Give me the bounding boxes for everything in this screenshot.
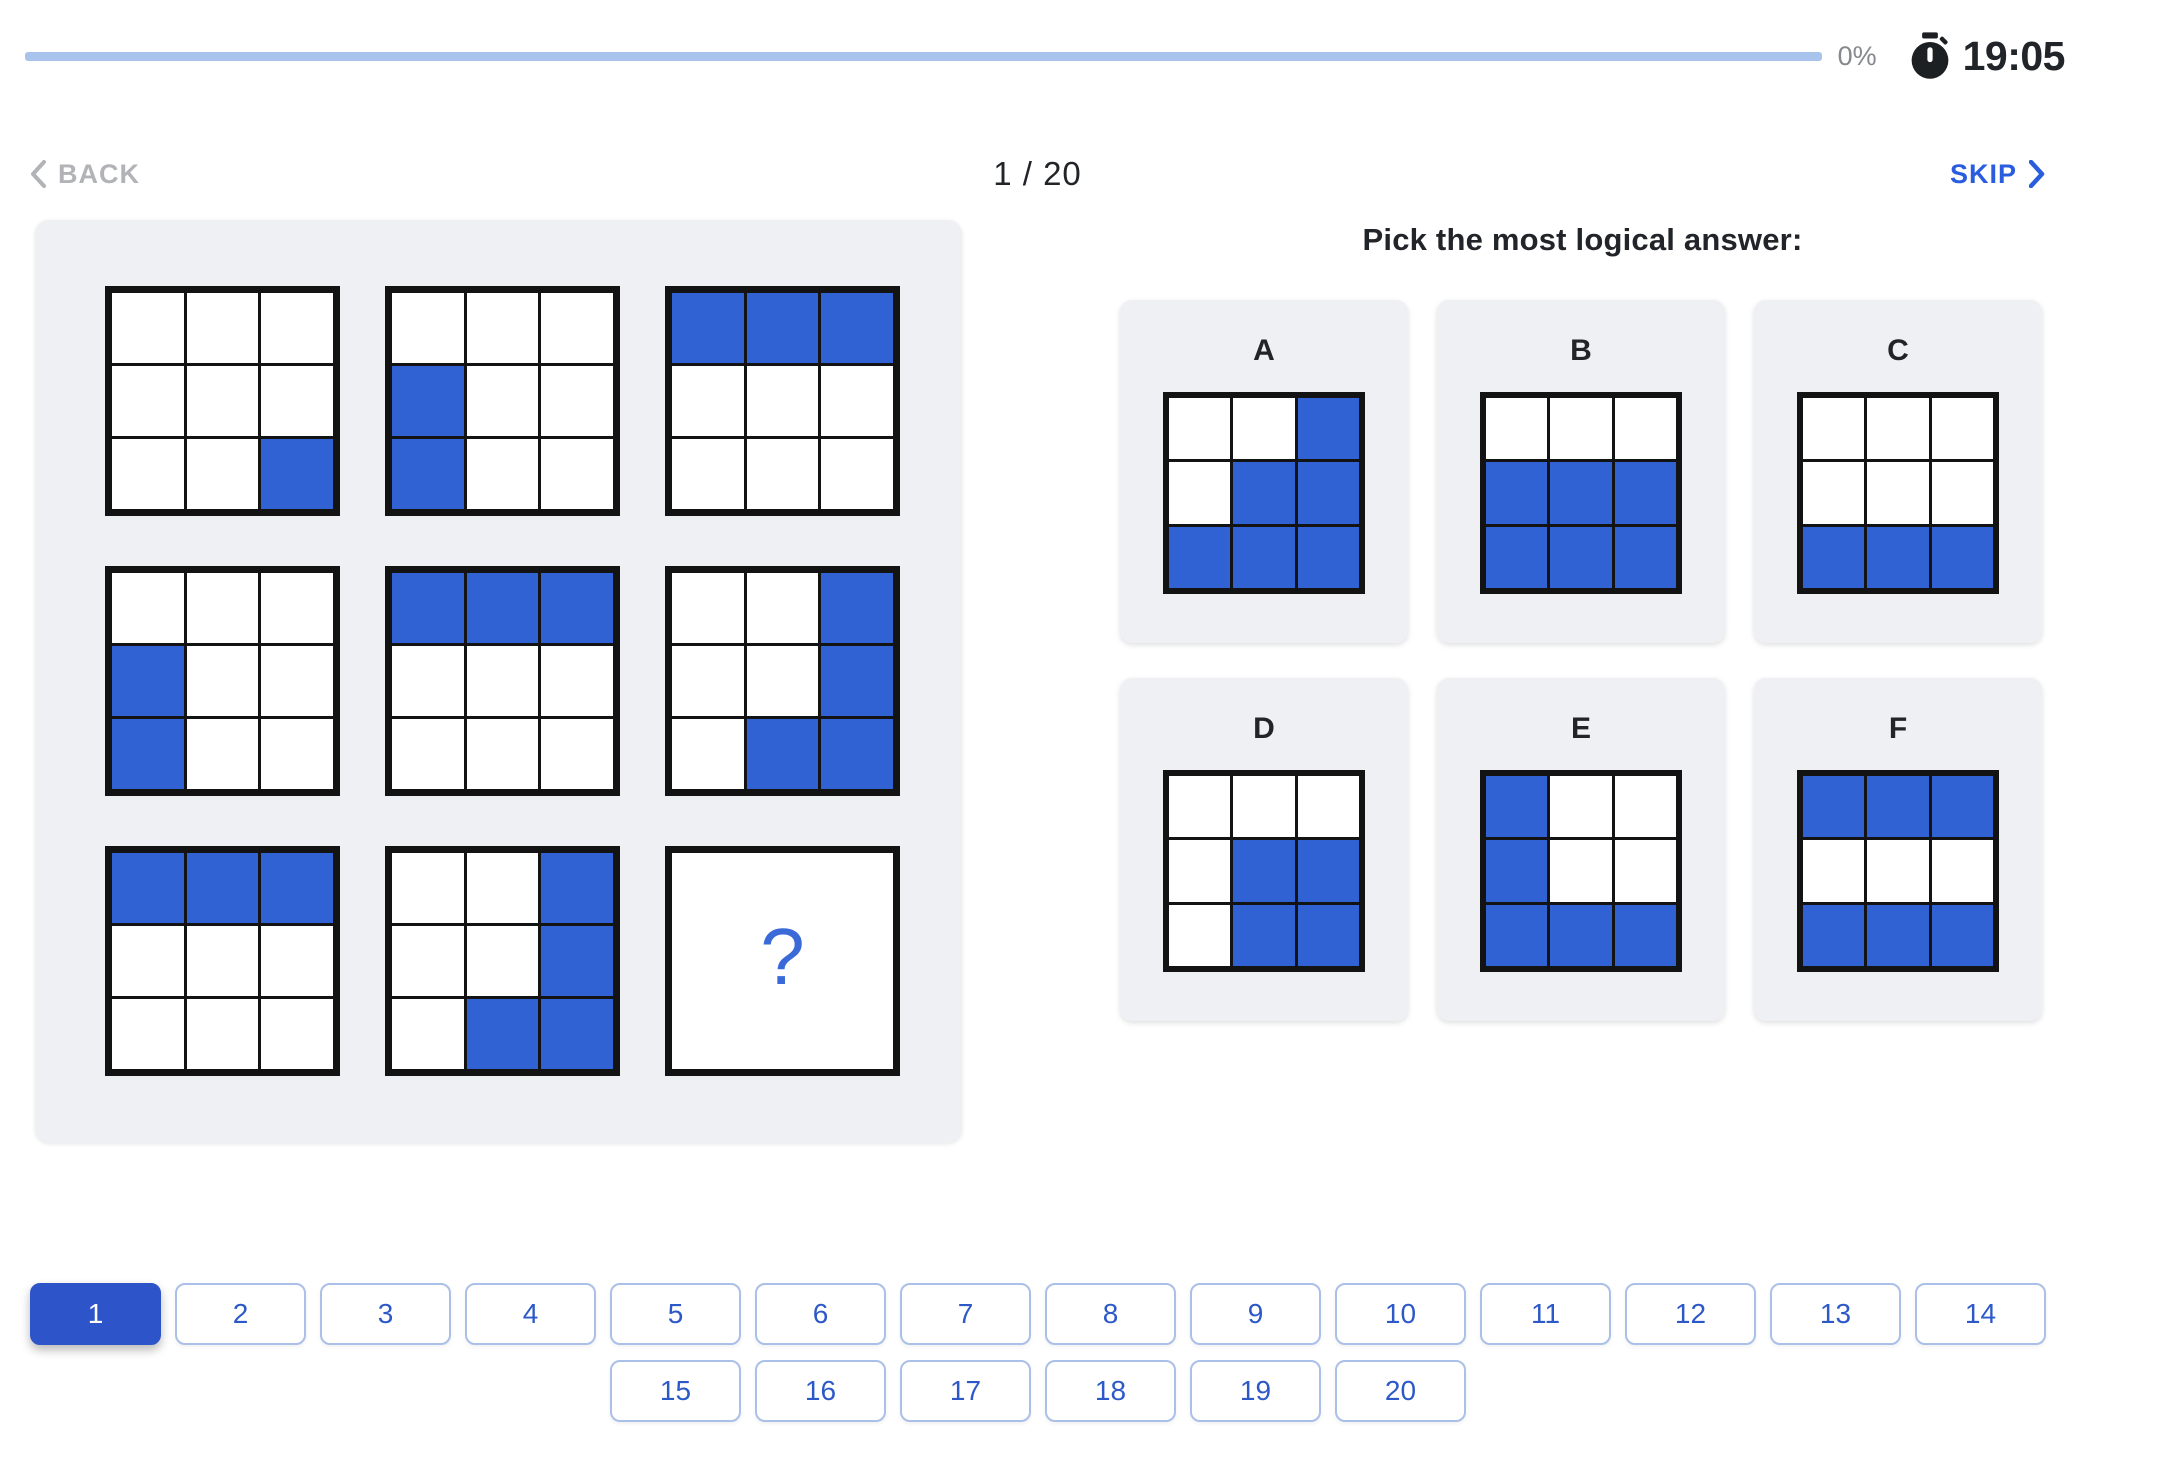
filled-cell — [821, 719, 893, 789]
empty-cell — [1932, 462, 1993, 523]
empty-cell — [747, 573, 819, 643]
filled-cell — [112, 853, 184, 923]
page-button-18[interactable]: 18 — [1045, 1360, 1176, 1422]
header-row — [30, 150, 2045, 198]
answer-grid-e — [1480, 770, 1682, 972]
empty-cell — [112, 999, 184, 1069]
timer-value: 19:05 — [1962, 32, 2065, 79]
filled-cell — [821, 646, 893, 716]
empty-cell — [1803, 398, 1864, 459]
empty-cell — [392, 926, 464, 996]
filled-cell — [1486, 905, 1547, 966]
empty-cell — [392, 719, 464, 789]
page-button-3[interactable]: 3 — [320, 1283, 451, 1345]
filled-cell — [747, 719, 819, 789]
page-button-8[interactable]: 8 — [1045, 1283, 1176, 1345]
filled-cell — [541, 926, 613, 996]
answer-label: D — [1253, 712, 1275, 745]
answer-options — [1120, 300, 2045, 1021]
filled-cell — [1550, 905, 1611, 966]
progress-bar — [25, 52, 1822, 61]
empty-cell — [187, 573, 259, 643]
filled-cell — [467, 999, 539, 1069]
page-button-12[interactable]: 12 — [1625, 1283, 1756, 1345]
empty-cell — [261, 719, 333, 789]
answers-heading: Pick the most logical answer: — [1362, 222, 1803, 257]
empty-cell — [112, 439, 184, 509]
filled-cell — [1233, 527, 1294, 588]
filled-cell — [1233, 905, 1294, 966]
page-button-13[interactable]: 13 — [1770, 1283, 1901, 1345]
empty-cell — [541, 719, 613, 789]
answer-option-d[interactable] — [1120, 678, 1408, 1021]
answer-option-b[interactable] — [1437, 300, 1725, 643]
filled-cell — [541, 999, 613, 1069]
chevron-left-icon — [30, 160, 46, 188]
empty-cell — [467, 719, 539, 789]
filled-cell — [261, 439, 333, 509]
filled-cell — [1298, 905, 1359, 966]
page-button-16[interactable]: 16 — [755, 1360, 886, 1422]
filled-cell — [1615, 527, 1676, 588]
empty-cell — [261, 999, 333, 1069]
filled-cell — [392, 439, 464, 509]
answer-option-e[interactable] — [1437, 678, 1725, 1021]
empty-cell — [261, 293, 333, 363]
filled-cell — [1233, 840, 1294, 901]
empty-cell — [112, 293, 184, 363]
empty-cell — [1233, 398, 1294, 459]
back-button[interactable] — [30, 159, 140, 190]
filled-cell — [1298, 840, 1359, 901]
empty-cell — [112, 926, 184, 996]
empty-cell — [467, 293, 539, 363]
answer-grid-a — [1163, 392, 1365, 594]
pagination-row — [30, 1283, 2046, 1345]
empty-cell — [1298, 776, 1359, 837]
empty-cell — [1169, 776, 1230, 837]
empty-cell — [821, 366, 893, 436]
question-pagination — [30, 1283, 2046, 1422]
question-counter: 1 / 20 — [993, 155, 1082, 192]
page-button-11[interactable]: 11 — [1480, 1283, 1611, 1345]
empty-cell — [187, 439, 259, 509]
answer-grid-b — [1480, 392, 1682, 594]
empty-cell — [1803, 840, 1864, 901]
empty-cell — [392, 999, 464, 1069]
filled-cell — [1932, 905, 1993, 966]
page-button-15[interactable]: 15 — [610, 1360, 741, 1422]
empty-cell — [541, 366, 613, 436]
page-button-10[interactable]: 10 — [1335, 1283, 1466, 1345]
filled-cell — [1233, 462, 1294, 523]
empty-cell — [467, 926, 539, 996]
empty-cell — [1169, 398, 1230, 459]
empty-cell — [187, 999, 259, 1069]
empty-cell — [187, 719, 259, 789]
filled-cell — [112, 719, 184, 789]
empty-cell — [187, 366, 259, 436]
filled-cell — [1803, 527, 1864, 588]
empty-cell — [672, 439, 744, 509]
filled-cell — [1486, 527, 1547, 588]
empty-cell — [112, 366, 184, 436]
empty-cell — [1867, 840, 1928, 901]
answer-label: A — [1253, 334, 1275, 367]
answer-grid-c — [1797, 392, 1999, 594]
empty-cell — [541, 293, 613, 363]
empty-cell — [747, 439, 819, 509]
filled-cell — [1486, 776, 1547, 837]
empty-cell — [672, 719, 744, 789]
empty-cell — [112, 573, 184, 643]
puzzle-grid-4 — [105, 566, 340, 796]
page-button-6[interactable]: 6 — [755, 1283, 886, 1345]
filled-cell — [187, 853, 259, 923]
filled-cell — [672, 293, 744, 363]
empty-cell — [1169, 905, 1230, 966]
filled-cell — [1486, 462, 1547, 523]
filled-cell — [1615, 462, 1676, 523]
filled-cell — [1867, 776, 1928, 837]
empty-cell — [467, 853, 539, 923]
skip-label: SKIP — [1949, 158, 2017, 189]
filled-cell — [1550, 527, 1611, 588]
filled-cell — [1932, 527, 1993, 588]
stopwatch-icon — [1909, 32, 1951, 80]
empty-cell — [1867, 462, 1928, 523]
puzzle-grid-7 — [105, 846, 340, 1076]
filled-cell — [1550, 462, 1611, 523]
answer-option-f[interactable] — [1754, 678, 2042, 1021]
chevron-right-icon — [2029, 160, 2045, 188]
page-button-2[interactable]: 2 — [175, 1283, 306, 1345]
filled-cell — [541, 573, 613, 643]
empty-cell — [1615, 840, 1676, 901]
empty-cell — [392, 293, 464, 363]
answer-option-c[interactable] — [1754, 300, 2042, 643]
empty-cell — [187, 926, 259, 996]
empty-cell — [672, 646, 744, 716]
filled-cell — [1298, 398, 1359, 459]
empty-cell — [187, 293, 259, 363]
empty-cell — [672, 573, 744, 643]
empty-cell — [821, 439, 893, 509]
filled-cell — [1803, 905, 1864, 966]
pagination-row — [610, 1360, 1466, 1422]
empty-cell — [747, 366, 819, 436]
page-button-5[interactable]: 5 — [610, 1283, 741, 1345]
empty-cell — [392, 646, 464, 716]
puzzle-grid-5 — [385, 566, 620, 796]
empty-cell — [467, 366, 539, 436]
filled-cell — [821, 293, 893, 363]
empty-cell — [392, 853, 464, 923]
filled-cell — [392, 573, 464, 643]
empty-cell — [541, 646, 613, 716]
puzzle-grid-3 — [665, 286, 900, 516]
answer-label: B — [1570, 334, 1592, 367]
empty-cell — [1867, 398, 1928, 459]
empty-cell — [1615, 398, 1676, 459]
filled-cell — [1169, 527, 1230, 588]
filled-cell — [1298, 527, 1359, 588]
empty-cell — [1550, 398, 1611, 459]
empty-cell — [541, 439, 613, 509]
skip-button[interactable] — [1950, 159, 2045, 190]
back-label: BACK — [58, 158, 140, 189]
empty-cell — [261, 573, 333, 643]
puzzle-grid-2 — [385, 286, 620, 516]
puzzle-grid-6 — [665, 566, 900, 796]
filled-cell — [1615, 905, 1676, 966]
empty-cell — [1550, 840, 1611, 901]
answer-label: E — [1570, 712, 1591, 745]
answer-label: F — [1888, 712, 1908, 745]
filled-cell — [392, 366, 464, 436]
answer-option-a[interactable] — [1120, 300, 1408, 643]
empty-cell — [672, 366, 744, 436]
puzzle-grid-8 — [385, 846, 620, 1076]
filled-cell — [1932, 776, 1993, 837]
answers-section — [1120, 222, 2045, 1021]
filled-cell — [1867, 905, 1928, 966]
empty-cell — [1486, 398, 1547, 459]
progress-percent: 0% — [1837, 40, 1877, 71]
empty-cell — [1550, 776, 1611, 837]
empty-cell — [1615, 776, 1676, 837]
empty-cell — [261, 366, 333, 436]
puzzle-panel — [35, 220, 962, 1143]
filled-cell — [1867, 527, 1928, 588]
page-button-7[interactable]: 7 — [900, 1283, 1031, 1345]
progress-row — [25, 30, 2065, 82]
answer-label: C — [1887, 334, 1909, 367]
page-button-9[interactable]: 9 — [1190, 1283, 1321, 1345]
page-button-1[interactable]: 1 — [30, 1283, 161, 1345]
page-button-19[interactable]: 19 — [1190, 1360, 1321, 1422]
empty-cell — [261, 646, 333, 716]
empty-cell — [1233, 776, 1294, 837]
empty-cell — [467, 439, 539, 509]
answer-grid-f — [1797, 770, 1999, 972]
filled-cell — [467, 573, 539, 643]
page-button-14[interactable]: 14 — [1915, 1283, 2046, 1345]
empty-cell — [747, 646, 819, 716]
filled-cell — [747, 293, 819, 363]
question-tile: ? — [665, 846, 900, 1076]
empty-cell — [1932, 398, 1993, 459]
timer — [1909, 32, 2065, 80]
filled-cell — [821, 573, 893, 643]
page-button-17[interactable]: 17 — [900, 1360, 1031, 1422]
page-button-20[interactable]: 20 — [1335, 1360, 1466, 1422]
filled-cell — [1803, 776, 1864, 837]
filled-cell — [112, 646, 184, 716]
answer-grid-d — [1163, 770, 1365, 972]
empty-cell — [187, 646, 259, 716]
empty-cell — [1169, 840, 1230, 901]
empty-cell — [261, 926, 333, 996]
filled-cell — [1486, 840, 1547, 901]
empty-cell — [1803, 462, 1864, 523]
empty-cell — [1169, 462, 1230, 523]
empty-cell — [467, 646, 539, 716]
filled-cell — [1298, 462, 1359, 523]
filled-cell — [541, 853, 613, 923]
puzzle-grid-1 — [105, 286, 340, 516]
empty-cell — [1932, 840, 1993, 901]
page-button-4[interactable]: 4 — [465, 1283, 596, 1345]
filled-cell — [261, 853, 333, 923]
